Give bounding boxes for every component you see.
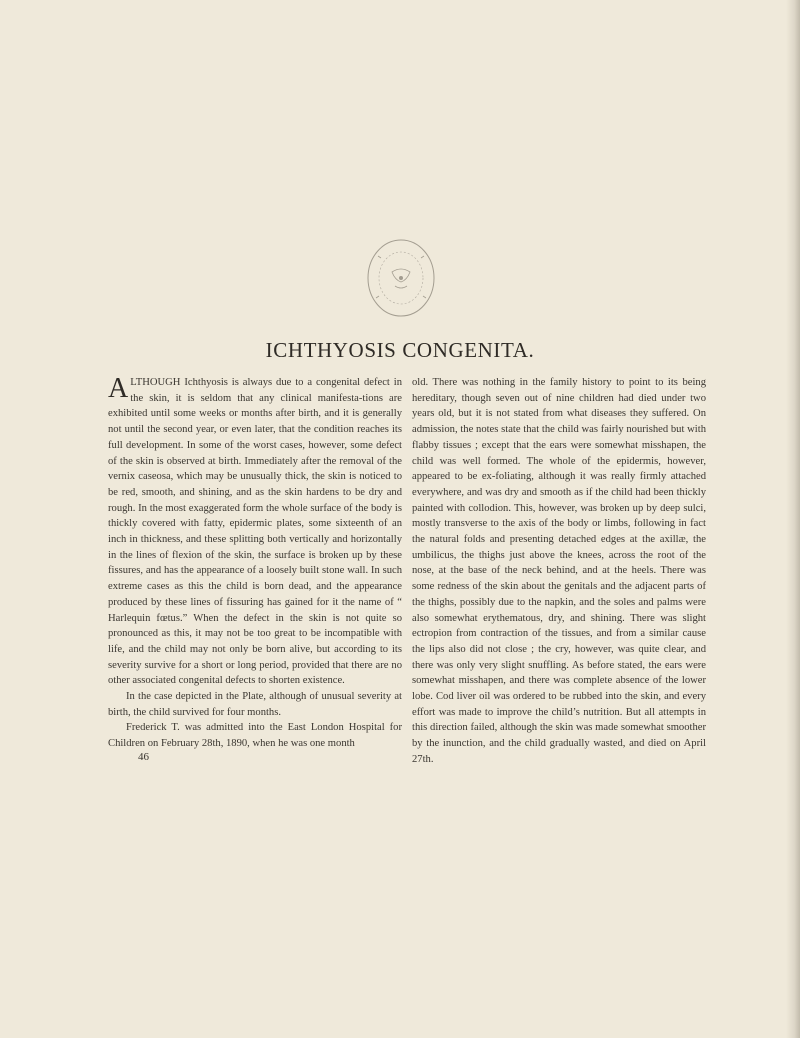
page-number: 46 (138, 751, 149, 763)
right-column (412, 375, 706, 768)
left-paragraph-3: Frederick T. was admitted into the East London Hospital for Children on February 28th, 1890, when he was one month (108, 722, 402, 750)
right-paragraph-1: old. There was nothing in the family history to point to its being hereditary, though seven out of nine children had died under two years old, but it is not stated from what diseases they suffered. On admission, the notes state that the child was fairly nourished but with flabby tissues ; except that the ears were somewhat misshapen, the child was well formed. The whole of the epidermis, however, appeared to be ex-foliating, although it was really firmly attached everywhere, and was dry and smooth as if the child had been thickly painted with collodion. This, however, was broken up by deep sulci, mostly transverse to the axis of the body or limbs, following in fact the natural folds and presenting detached edges at the axillæ, the umbilicus, the thighs just above the knees, across the root of the nose, at the base of the neck behind, and at the heels. There was some redness of the skin about the genitals and the adjacent parts of the thighs, possibly due to the napkin, and the soles and palms were also somewhat erythematous, dry, and shining. There was slight ectropion from contraction of the tissues, and from a similar cause the lips also did not close ; the cry, however, was quite clear, and there was only very slight snuffling. As before stated, the ears were somewhat misshapen, and there was complete absence of the lower lobe. Cod liver oil was ordered to be rubbed into the skin, and every effort was made to improve the child’s nutrition. But all attempts in this direction failed, although the skin was made somewhat smoother by the inunction, and the child gradually wasted, and died on April 27th. (412, 377, 706, 765)
library-stamp-icon (364, 236, 438, 320)
left-paragraph-1 (108, 375, 402, 689)
page-edge-shadow (786, 0, 800, 1038)
page-title: ICHTHYOSIS CONGENITA. (265, 338, 535, 362)
left-column (108, 375, 402, 752)
left-paragraph-2: In the case depicted in the Plate, although of unusual severity at birth, the child survived for four months. (108, 691, 402, 718)
left-paragraph-1-text: LTHOUGH Ichthyosis is always due to a congenital defect in the skin, it is seldom that any clinical manifesta-tions are exhibited until some weeks or months after birth, and it is generally not until the second year, or even later, that the condition reaches its full development. In some of the worst cases, however, some defect of the skin is observed at birth. Immediately after the removal of the vernix caseosa, which may be unusually thick, the skin is noticed to be red, smooth, and shining, and as the skin hardens to be dry and rough. In the most exaggerated form the whole surface of the body is thickly covered with fatty, epidermic plates, some sixteenth of an inch in thickness, and these splitting both vertically and horizontally in the lines of flexion of the skin, the surface is broken up by these fissures, and has the appearance of a loosely built stone wall. In such extreme cases as this the child is born dead, and the appearance produced by these lines of fissuring has gained for it the name of “ Harlequin fœtus.” When the defect in the skin is not quite so pronounced as this, it may not be too great to be incompatible with life, and the child may not only be born alive, but according to its severity survive for a short or long period, provided that there are no other associated congenital defects to shorten existence. (108, 377, 402, 687)
drop-cap: A (108, 373, 129, 404)
